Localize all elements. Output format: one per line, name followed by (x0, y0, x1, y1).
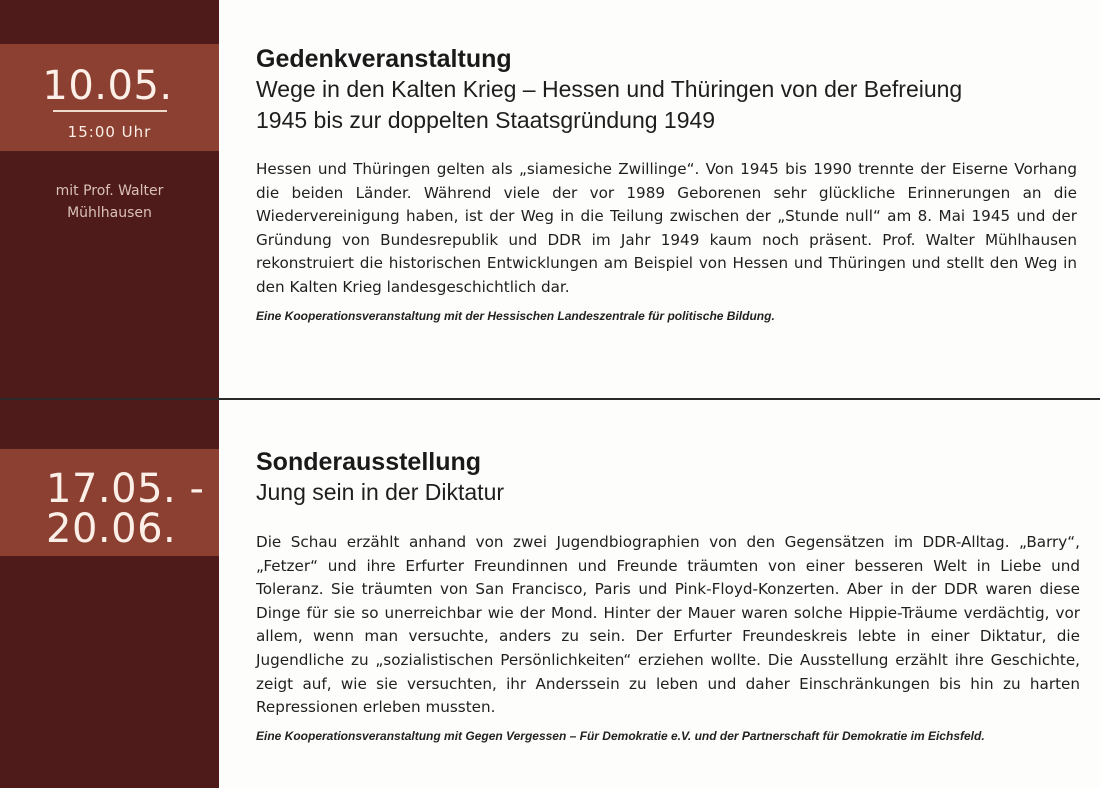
event-2-cooperation-note: Eine Kooperationsveranstaltung mit Gegen Vergessen – Für Demokratie e.V. und der Partnerschaft für Demokratie im Eichsfeld. (256, 728, 985, 743)
event-1-kind: Gedenkveranstaltung (256, 45, 512, 73)
event-1-date-box (0, 44, 219, 151)
event-1-speaker (0, 180, 219, 224)
event-2-date-start: 17.05. - (46, 466, 205, 512)
event-1-speaker-line-2: Mühlhausen (67, 205, 152, 221)
event-2 (256, 447, 1080, 743)
event-1-subtitle-line-1: Wege in den Kalten Krieg – Hessen und Thüringen von der Befreiung (256, 76, 963, 102)
event-1-subtitle-line-2: 1945 bis zur doppelten Staatsgründung 1949 (256, 107, 716, 133)
event-1 (256, 44, 1080, 323)
event-2-date-box (0, 449, 219, 556)
event-2-description: Die Schau erzählt anhand von zwei Jugendbiographien von den Gegensätzen im DDR-Alltag. „Barry“, „Fetzer“ und ihre Erfurter Freundinnen und Freunde träumten von einer besseren Welt in Liebe und Toleranz. Sie träumten von San Francisco, Paris und Pink-Floyd-Konzerten. Aber in der DDR waren diese Dinge für sie so unerreichbar wie der Mond. Hinter der Mauer waren solche Hippie-Träume verdächtig, vor allem, wenn man versuchte, anders zu sein. Der Erfurter Freundeskreis lebte in einer Diktatur, die Jugendliche zu „sozialistischen Persönlichkeiten“ erziehen wollte. Die Ausstellung erzählt ihre Geschichte, zeigt auf, wie sie versuchten, ihr Anderssein zu leben und daher Einschränkungen bis hin zu harten Repressionen erleben mussten. (256, 533, 1080, 717)
event-2-kind: Sonderausstellung (256, 448, 482, 476)
event-1-time: 15:00 Uhr (67, 123, 152, 141)
section-divider (0, 398, 1100, 400)
event-1-description: Hessen und Thüringen gelten als „siamesiche Zwillinge“. Von 1945 bis 1990 trennte der Eiserne Vorhang die beiden Länder. Während viele der vor 1989 Geborenen sehr glückliche Erinnerungen an die Wiedervereinigung haben, ist der Weg in die Teilung zwischen der „Stunde null“ am 8. Mai 1945 und der Gründung von Bundesrepublik und DDR im Jahr 1949 kaum noch präsent. Prof. Walter Mühlhausen rekonstruiert die historischen Entwicklungen am Beispiel von Hessen und Thüringen und stellt den Weg in den Kalten Krieg landesgeschichtlich dar. (256, 160, 1077, 296)
event-1-date: 10.05. (42, 63, 173, 109)
date-divider-line (53, 110, 167, 112)
event-2-date-end: 20.06. (46, 506, 177, 552)
event-2-subtitle: Jung sein in der Diktatur (256, 479, 505, 505)
event-1-cooperation-note: Eine Kooperationsveranstaltung mit der Hessischen Landeszentrale für politische Bildung. (256, 308, 775, 323)
event-1-speaker-line-1: mit Prof. Walter (55, 183, 164, 199)
